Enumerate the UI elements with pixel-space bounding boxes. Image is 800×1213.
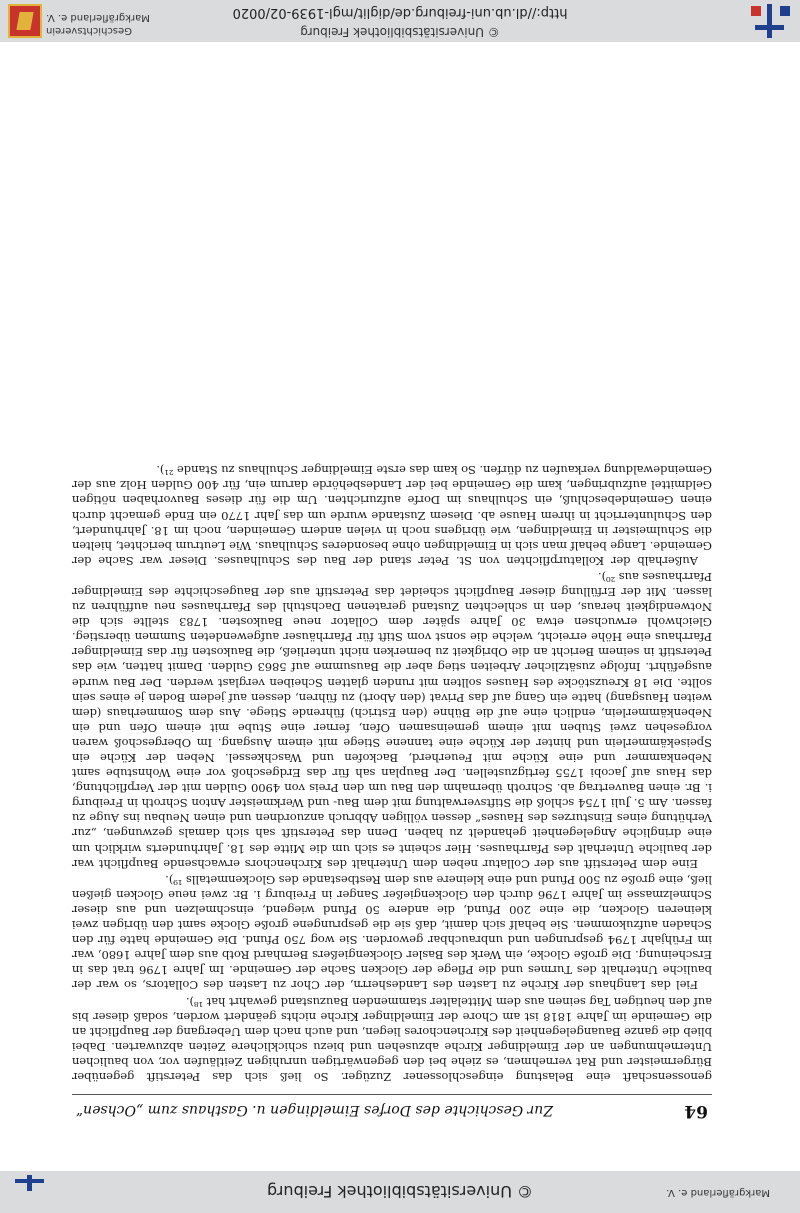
copyright-text-bottom: © Universitätsbibliothek Freiburg [266, 1182, 534, 1201]
paragraph-3: Eine dem Peterstift aus der Collatur neben dem Unterhalt des Kirchenchors erwachsende Baupflicht war der bauliche Unterhalt des Pfarrhauses. Hier scheint es sich um die Mitte des 18. Jahrhunderts wirklich um eine dringliche Angelegenheit gehandelt zu haben. Denn das Peterstift sah sich damals gezwungen, „zur Verhütung eines Einsturzes des Hauses“ dessen völligen Abbruch anzuordnen und einen Neubau ins Auge zu fassen. Am 5. Juli 1754 schloß die Stiftsverwaltung mit dem Bau- und Werkmeister Anton Schroth in Freiburg i. Br. einen Bauvertrag ab. Schroth übernahm den Bau um den Preis von 4900 Gulden mit der Verpflichtung, das Haus auf Jacobi 1755 fertigzustellen. Der Bauplan sah für das Erdgeschoß vor eine Wohnstube samt Nebenkammer und eine Küche mit Feuerherd, Backofen und Waschkessel. Neben der Küche ein Speisekämmerlein und hinter der Küche eine tannene Stiege mit einem Ausgang. Im Obergeschoß waren vorgesehen zwei Stuben mit einem gemeinsamen Ofen, ferner eine Stube mit einem Ofen und ein Nebenkämmerlein, endlich eine auf die Bühne (den Estrich) führende Stiege. Aus dem Sommerhaus (dem weiten Hausgang) hatte ein Gang auf das Privat (den Abort) zu führen, dessen auf jedem Boden je eines sein sollte. Die 18 Kreuzstöcke des Hauses sollten mit runden glatten Scheiben verglast werden. Der Bau wurde ausgeführt. Infolge zusätzlicher Arbeiten stieg aber die Bausumme auf 5863 Gulden. Damit hatten, wie das Peterstift in seinem Bericht an die Obrigkeit zu bemerken nicht unterließ, die Baukosten für das Eimeldinger Pfarrhaus eine Höhe erreicht, welche die sonst vom Stift für Pfarrhäuser aufgewendeten Summen überstieg. Gleichwohl erwuchsen etwa 30 Jahre später dem Collator neue Baukosten. 1783 stellte sich die Notwendigkeit heraus, den in schlechten Zustand geratenen Dachstuhl des Pfarrhauses neu aufführen zu lassen. Mit der Erfüllung dieser Baupflicht scheidet das Peterstift aus der Baugeschichte des Eimeldinger Pfarrhauses aus ²⁰). [72, 569, 712, 871]
paragraph-2: Fiel das Langhaus der Kirche zu Lasten des Landesherrn, der Chor zu Lasten des Collators, so war der bauliche Unterhalt des Turmes und die Pflege der Glocken Sache der Gemeinde. Im Jahre 1796 trat das in Erscheinung. Die große Glocke, ein Werk des Basler Glockengießers Bernhard Rotb aus dem Jahre 1680, war im Frühjahr 1794 gesprungen und unbrauchbar geworden. Sie wog 750 Pfund. Die Gemeinde hatte für den Schaden aufzukommen. Sie behalf sich damit, daß sie die gesprungene große Glocke samt den übrigen zwei kleineren Glocken, die eine 200 Pfund, die andere 50 Pfund wiegend, einschmelzen und aus dieser Schmelzmasse im Jahre 1796 durch den Glockengießer Sanger in Freiburg i. Br. zwei neue Glocken gießen ließ, eine große zu 500 Pfund und eine kleinere aus dem Restbestande des Glockenmetalls ¹⁹). [72, 872, 712, 993]
geschichtsverein-crest-icon [8, 4, 42, 38]
ub-freiburg-logo-icon [750, 4, 790, 38]
book-page [72, 462, 712, 1133]
partner-label-bottom [666, 1186, 770, 1199]
ub-freiburg-logo-small-icon [10, 1175, 50, 1209]
running-title: Zur Geschichte des Dorfes Eimeldingen u. Gasthaus zum „Ochsen“ [76, 1102, 553, 1118]
partner-line-2: Markgräflerland e. V. [46, 12, 150, 23]
partner-line-1: Geschichtsverein [46, 25, 132, 36]
header-banner [0, 1171, 800, 1213]
paragraph-4: Außerhalb der Kollaturpflichten von St. Peter stand der Bau des Schulhauses. Dieser war Sache der Gemeinde. Lange behalf man sich in Eimeldingen ohne besonderes Schulhaus. Wie Leutrum berichtet, hielten die Schulmeister in Eimeldingen, wie übrigens noch in vielen andern Gemeinden, noch im 18. Jahrhundert, den Schulunterricht in ihrem Hause ab. Diesem Zustande wurde um das Jahr 1770 ein Ende gemacht durch einen Gemeindebeschluß, ein Schulhaus im Dorfe aufzurichten. Um die für dieses Bauvorhaben nötigen Geldmittel aufzubringen, kam die Gemeinde bei der Landesbehörde darum ein, für 400 Gulden Holz aus der Gemeindewaldung verkaufen zu dürfen. So kam das erste Eimeldinger Schulhaus zu Stande ²¹). [72, 463, 712, 568]
copyright-text: © Universitätsbibliothek Freiburg [300, 25, 500, 39]
partner-line-bottom: Markgräflerland e. V. [666, 1187, 770, 1198]
page-number: 64 [684, 1101, 708, 1121]
paragraph-1: genossenschaft eine Belastung eingeschlossener Zuzüger. So ließ sich das Peterstift gegenüber Bürgermeister und Rat vernehmen, es ziehe bei den gegenwärtigen unruhigen Zeitläufen vor, von baulichen Unternehmungen an der Eimeldinger Kirche abzusehen und biezu schicklichere Zeiten abzuwarten. Dabei blieb die ganze Bauangelegenheit des Kirchenchores liegen, und auch nach dem Uebergang der Baupflicht an die Gemeinde im Jahre 1818 ist am Chore der Eimeldinger Kirche nichts geändert worden, sodaß dieser bis auf den heutigen Tag seinen aus dem Mittelalter stammenden Bauzustand gewahrt hat ¹⁸). [72, 994, 712, 1084]
partner-label [46, 11, 150, 37]
permalink-url[interactable]: http://dl.ub.uni-freiburg.de/diglit/mgl-1939-02/0020 [232, 5, 568, 20]
body-text [72, 462, 712, 1084]
running-header [72, 1094, 712, 1133]
footer-banner [0, 0, 800, 42]
